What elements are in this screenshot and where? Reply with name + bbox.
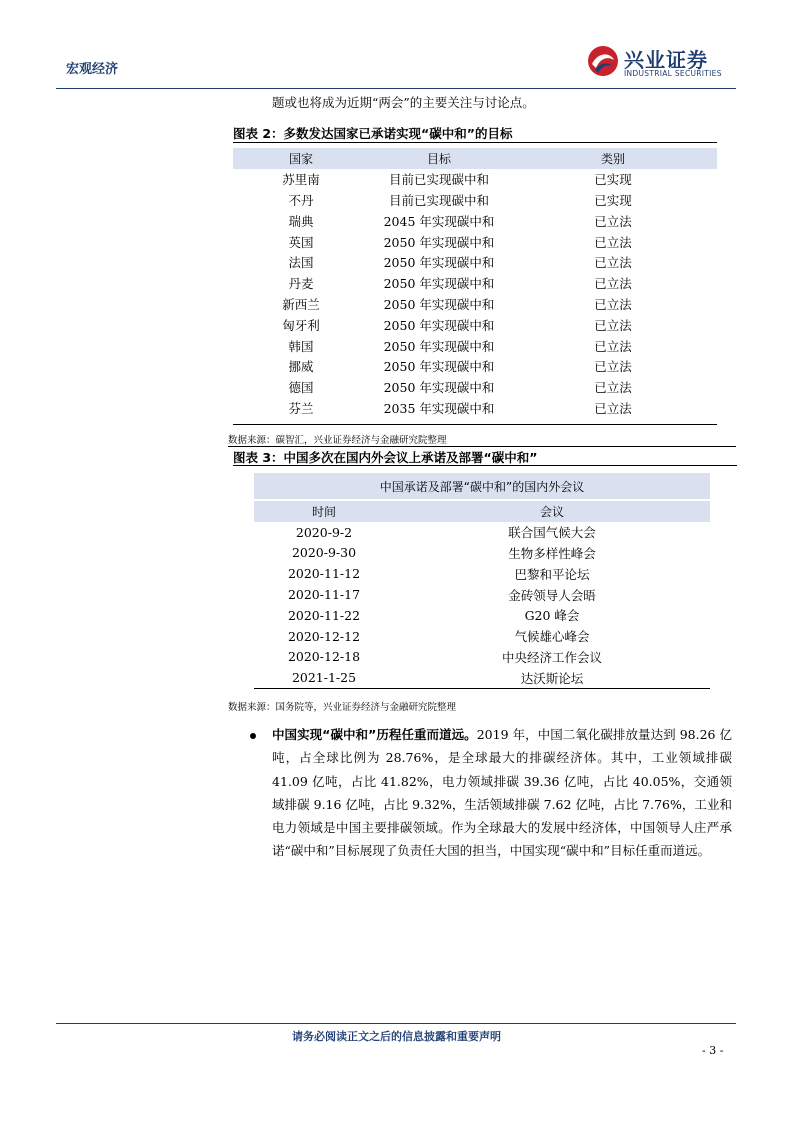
figure3-row: [254, 522, 710, 543]
company-logo: [586, 42, 736, 82]
figure3-table: [254, 473, 710, 688]
paragraph-text: 2019 年，中国二氧化碳排放量达到 98.26 亿吨，占全球比例为 28.76%，是全球最大的排碳经济体。其中，工业领域排碳 41.09 亿吨，占比 41.82%，电力领域排碳 39.36 亿吨，占比 40.05%，交通领域排碳 9.16 亿吨，占比 9.32%，生活领域排碳 7.62 亿吨，占比 7.76%，工业和电力领域是中国主要排碳领域。作为全球最大的发展中经济体，中国领导人庄严承诺“碳中和”目标展现了负责任大国的担当，中国实现“碳中和”目标任重而道远。: [272, 727, 732, 859]
figure2-cell-country: 新西兰: [282, 296, 320, 312]
figure3-row: [254, 605, 710, 626]
figure2-header-row: [233, 148, 717, 169]
figure2-cell-country: 英国: [288, 234, 314, 250]
figure3-cell-time: 2020-12-18: [287, 649, 361, 665]
figure2-cell-target: 2050 年实现碳中和: [383, 276, 495, 292]
figure2-cell-target: 2045 年实现碳中和: [383, 213, 495, 229]
figure3-cell-time: 2020-9-2: [295, 524, 353, 540]
figure2-table: [233, 148, 717, 418]
figure3-cell-time: 2021-1-25: [291, 670, 357, 686]
figure3-body: [254, 522, 710, 688]
figure3-header-meeting: 会议: [394, 500, 710, 522]
figure3-row: [254, 667, 710, 688]
figure3-caption: 中国承诺及部署“碳中和”的国内外会议: [254, 473, 710, 500]
body-paragraph: [272, 723, 732, 863]
figure3-header-row: [254, 500, 710, 522]
figure2-title-rule: [233, 142, 717, 143]
figure2-header-target: 目标: [369, 148, 509, 169]
figure2-row: [233, 377, 717, 398]
intro-text: 题或也将成为近期“两会”的主要关注与讨论点。: [272, 95, 535, 110]
figure3-cell-time: 2020-11-17: [287, 587, 361, 603]
figure3-cell-time: 2020-12-12: [287, 628, 361, 644]
figure2-header-category: 类别: [509, 148, 717, 169]
figure2-row: [233, 252, 717, 273]
figure3-cell-meeting: 中央经济工作会议: [501, 649, 602, 665]
figure3-cell-time: 2020-11-12: [287, 566, 361, 582]
section-title: 宏观经济: [66, 62, 119, 77]
figure2-cell-country: 德国: [288, 380, 314, 396]
figure2-cell-category: 已立法: [594, 338, 632, 354]
figure3-cell-meeting: 气候雄心峰会: [514, 629, 590, 645]
figure2-cell-category: 已立法: [594, 255, 632, 271]
figure2-row: [233, 294, 717, 315]
figure2-cell-target: 目前已实现碳中和: [388, 192, 489, 208]
figure2-row: [233, 210, 717, 231]
figure2-cell-category: 已实现: [594, 172, 632, 188]
figure2-row: [233, 398, 717, 419]
figure3-cell-meeting: 金砖领导人会晤: [508, 587, 596, 603]
figure2-cell-country: 瑞典: [288, 213, 314, 229]
logo-text-en: INDUSTRIAL SECURITIES: [624, 69, 722, 78]
figure2-cell-country: 苏里南: [282, 172, 320, 188]
figure2-cell-category: 已立法: [594, 400, 632, 416]
figure2-source: 数据来源：碳智汇，兴业证券经济与金融研究院整理: [228, 435, 447, 446]
figure2-cell-category: 已立法: [594, 276, 632, 292]
figure2-cell-country: 挪威: [288, 359, 314, 375]
figure3-table-wrap: [254, 473, 710, 688]
figure2-cell-target: 2050 年实现碳中和: [383, 380, 495, 396]
header-divider: [56, 88, 736, 89]
figure2-row: [233, 169, 717, 190]
figure2-row: [233, 273, 717, 294]
figure3-header-time: 时间: [254, 500, 394, 522]
figure2-row: [233, 231, 717, 252]
figure3-row: [254, 563, 710, 584]
figure2-cell-target: 2050 年实现碳中和: [383, 338, 495, 354]
figure2-cell-target: 2050 年实现碳中和: [383, 255, 495, 271]
figure2-body: [233, 169, 717, 419]
figure2-row: [233, 356, 717, 377]
figure3-row: [254, 543, 710, 564]
figure2-cell-category: 已立法: [594, 213, 632, 229]
figure2-cell-category: 已立法: [594, 359, 632, 375]
figure2-cell-category: 已立法: [594, 234, 632, 250]
figure2-cell-target: 2050 年实现碳中和: [383, 317, 495, 333]
figure3-cell-meeting: 达沃斯论坛: [520, 670, 584, 686]
figure3-source: 数据来源：国务院等，兴业证券经济与金融研究院整理: [228, 702, 457, 713]
figure2-cell-category: 已立法: [594, 380, 632, 396]
figure2-cell-country: 法国: [288, 255, 314, 271]
figure2-cell-target: 2050 年实现碳中和: [383, 296, 495, 312]
logo-mark-icon: [586, 44, 620, 78]
figure2-row: [233, 190, 717, 211]
figure3-caption-row: [254, 473, 710, 500]
figure2-bottom-rule: [233, 424, 717, 425]
figure3-top-rule: [228, 446, 736, 447]
figure2-cell-country: 芬兰: [288, 400, 314, 416]
figure3-cell-meeting: 生物多样性峰会: [508, 545, 596, 561]
figure2-cell-country: 不丹: [288, 192, 314, 208]
figure3-title-rule: [233, 465, 737, 466]
figure2-header-country: 国家: [233, 148, 369, 169]
figure3-row: [254, 647, 710, 668]
figure2-cell-country: 丹麦: [288, 276, 314, 292]
page-number: - 3 -: [702, 1044, 724, 1057]
figure2-title: 图表 2：多数发达国家已承诺实现“碳中和”的目标: [233, 126, 513, 141]
figure2-cell-target: 2050 年实现碳中和: [383, 234, 495, 250]
figure2-cell-country: 匈牙利: [282, 317, 320, 333]
footer-divider: [56, 1023, 736, 1024]
figure2-cell-target: 2050 年实现碳中和: [383, 359, 495, 375]
figure3-bottom-rule: [254, 688, 710, 689]
figure3-cell-meeting: 巴黎和平论坛: [514, 566, 590, 582]
figure3-title: 图表 3：中国多次在国内外会议上承诺及部署“碳中和”: [233, 450, 538, 465]
figure2-cell-country: 韩国: [288, 338, 314, 354]
figure2-cell-category: 已立法: [594, 317, 632, 333]
figure2-cell-target: 2035 年实现碳中和: [383, 400, 495, 416]
figure3-row: [254, 584, 710, 605]
figure3-row: [254, 626, 710, 647]
figure2-cell-category: 已实现: [594, 192, 632, 208]
paragraph-lead: 中国实现“碳中和”历程任重而道远。: [272, 727, 477, 742]
figure3-cell-meeting: G20 峰会: [524, 608, 580, 624]
figure3-cell-time: 2020-9-30: [291, 545, 357, 561]
bullet-dot-icon: [250, 733, 256, 739]
figure3-cell-time: 2020-11-22: [287, 607, 361, 623]
figure3-cell-meeting: 联合国气候大会: [508, 525, 596, 541]
figure2-cell-target: 目前已实现碳中和: [388, 172, 489, 188]
figure2-cell-category: 已立法: [594, 296, 632, 312]
figure2-table-wrap: [233, 148, 717, 418]
figure2-row: [233, 335, 717, 356]
logo-text-cn: 兴业证券: [624, 48, 708, 72]
footer-disclaimer: 请务必阅读正文之后的信息披露和重要声明: [292, 1030, 501, 1043]
figure2-row: [233, 314, 717, 335]
